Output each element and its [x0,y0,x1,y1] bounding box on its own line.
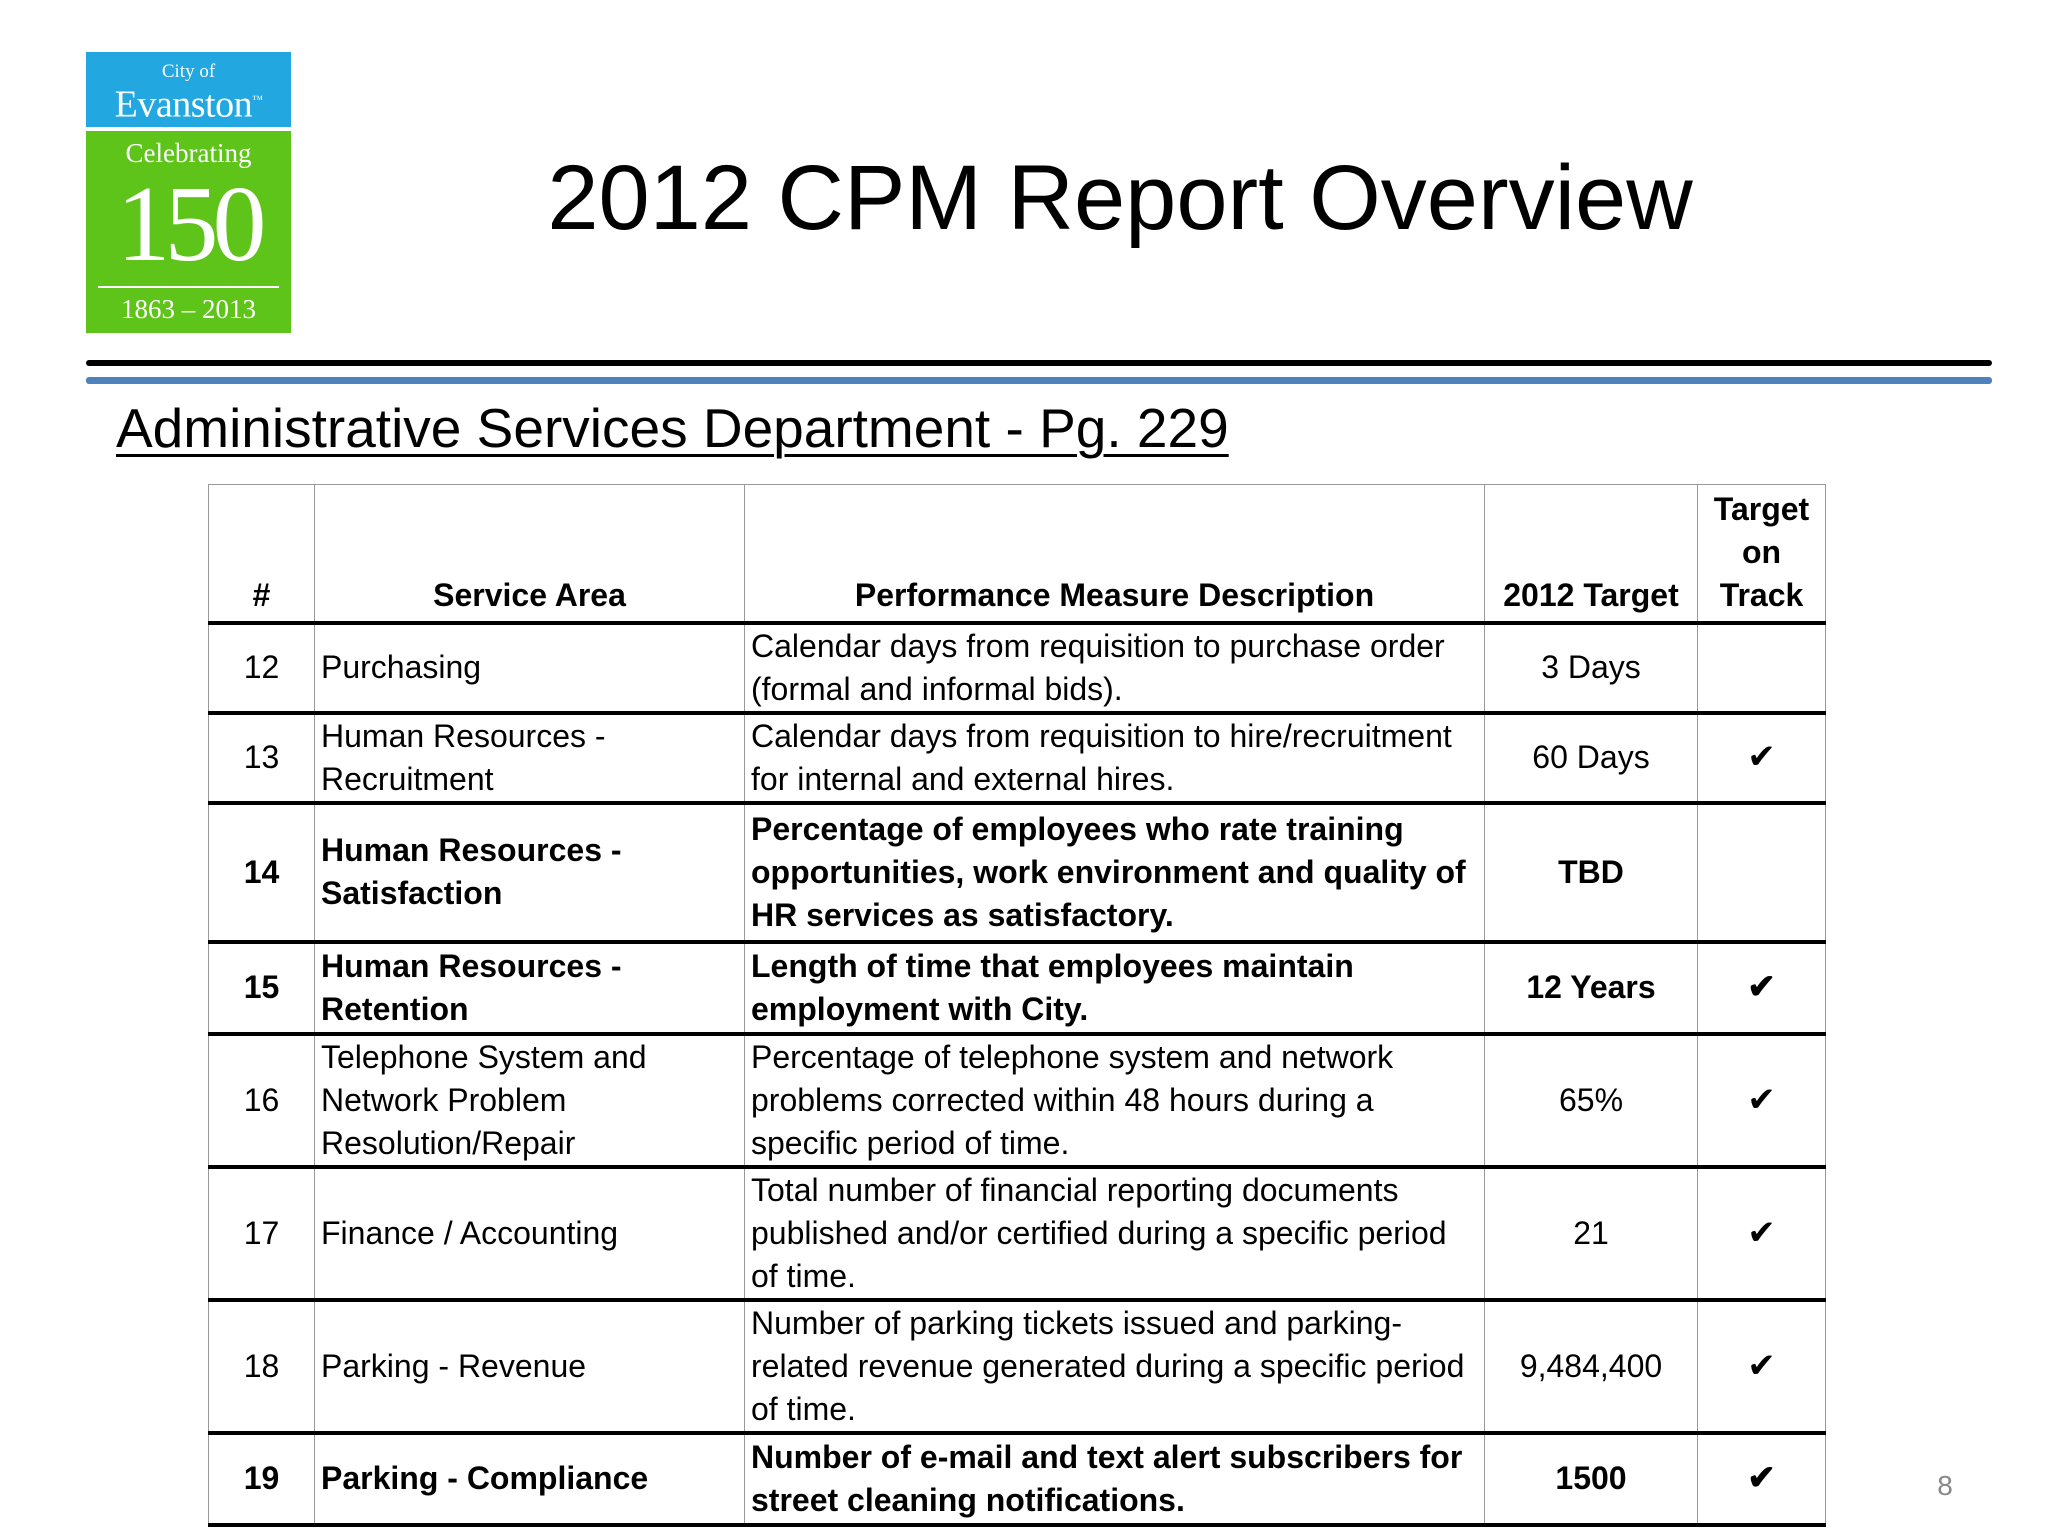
table-row [209,1300,1826,1433]
logo-years: 1863 – 2013 [121,294,256,324]
row-service-area: Parking - Compliance [315,1433,745,1525]
row-on-track-check [1698,623,1826,713]
cpm-measures-table [208,484,1826,1527]
logo-top-band [86,52,291,127]
row-num: 15 [209,942,315,1034]
header-description: Performance Measure Description [745,485,1485,623]
row-on-track-check: ✔ [1698,942,1826,1034]
row-service-area: Finance / Accounting [315,1167,745,1300]
header-num: # [209,485,315,623]
logo-anniversary-band [86,131,291,333]
row-service-area: Human Resources - Retention [315,942,745,1034]
table-header-row [209,485,1826,623]
row-target: 65% [1485,1034,1698,1167]
row-on-track-check: ✔ [1698,1300,1826,1433]
table-row [209,1034,1826,1167]
section-heading: Administrative Services Department - Pg. 229 [116,397,1229,459]
table-row [209,623,1826,713]
row-on-track-check: ✔ [1698,1034,1826,1167]
row-on-track-check: ✔ [1698,1167,1826,1300]
logo-celebrating: Celebrating [125,138,252,168]
slide-number: 8 [1937,1470,1953,1501]
logo-name-text: Evanston [114,83,253,126]
logo-city-of: City of [161,61,216,82]
table-row [209,942,1826,1034]
row-description: Number of e-mail and text alert subscribers for street cleaning notifications. [745,1433,1485,1525]
table-row [209,713,1826,803]
logo-trademark: ™ [252,94,263,106]
row-service-area: Telephone System and Network Problem Resolution/Repair [315,1034,745,1167]
row-num: 16 [209,1034,315,1167]
logo-anniversary-number: 150 [116,165,261,284]
row-service-area: Parking - Revenue [315,1300,745,1433]
row-on-track-check: ✔ [1698,1433,1826,1525]
slide-title: 2012 CPM Report Overview [547,147,1693,249]
row-num: 18 [209,1300,315,1433]
row-num: 19 [209,1433,315,1525]
logo-divider [98,286,279,288]
row-num: 14 [209,803,315,942]
row-on-track-check [1698,803,1826,942]
row-num: 17 [209,1167,315,1300]
row-target: 21 [1485,1167,1698,1300]
row-target: 9,484,400 [1485,1300,1698,1433]
header-service-area: Service Area [315,485,745,623]
row-service-area: Purchasing [315,623,745,713]
table-row [209,803,1826,942]
row-service-area: Human Resources - Recruitment [315,713,745,803]
row-target: 3 Days [1485,623,1698,713]
row-on-track-check: ✔ [1698,713,1826,803]
row-target: 1500 [1485,1433,1698,1525]
row-num: 13 [209,713,315,803]
row-description: Calendar days from requisition to purchase order (formal and informal bids). [745,623,1485,713]
logo-name [86,79,291,126]
header-rule-blue [86,377,1992,384]
row-service-area: Human Resources - Satisfaction [315,803,745,942]
header-rule-black [86,360,1992,366]
row-description: Percentage of telephone system and network problems corrected within 48 hours during a specific period of time. [745,1034,1485,1167]
row-target: 12 Years [1485,942,1698,1034]
row-target: TBD [1485,803,1698,942]
row-description: Percentage of employees who rate training opportunities, work environment and quality of HR services as satisfactory. [745,803,1485,942]
header-target: 2012 Target [1485,485,1698,623]
row-description: Calendar days from requisition to hire/recruitment for internal and external hires. [745,713,1485,803]
header-on-track: Target on Track [1698,485,1826,623]
city-of-evanston-logo [86,52,291,333]
row-description: Total number of financial reporting documents published and/or certified during a specific period of time. [745,1167,1485,1300]
table-row [209,1433,1826,1525]
row-num: 12 [209,623,315,713]
row-description: Number of parking tickets issued and parking-related revenue generated during a specific period of time. [745,1300,1485,1433]
row-target: 60 Days [1485,713,1698,803]
table-row [209,1167,1826,1300]
row-description: Length of time that employees maintain employment with City. [745,942,1485,1034]
